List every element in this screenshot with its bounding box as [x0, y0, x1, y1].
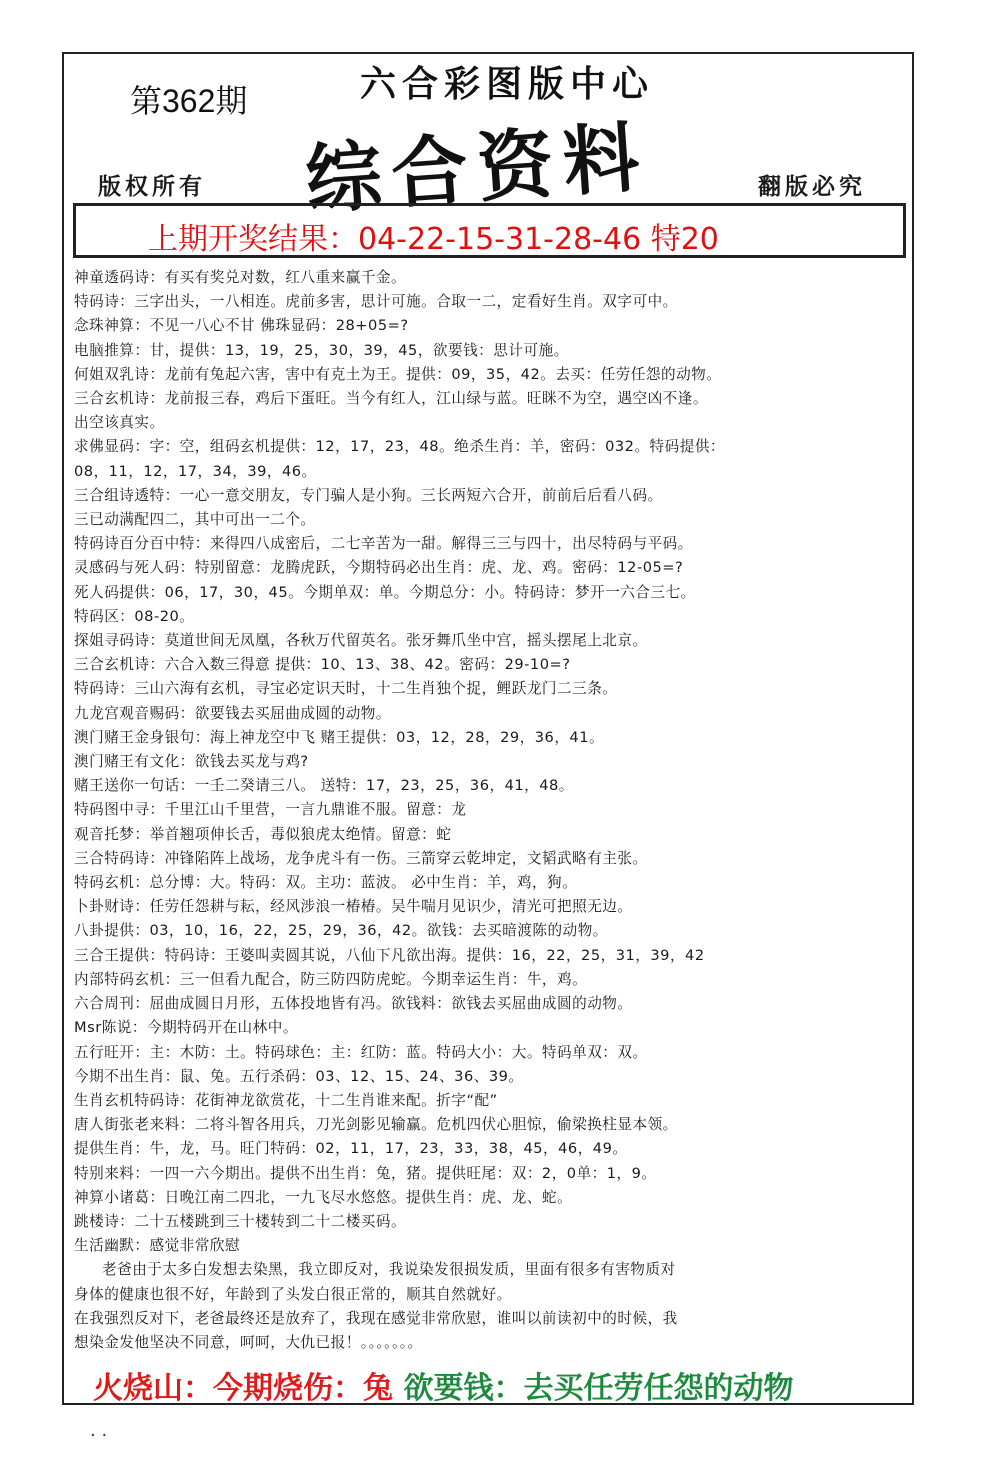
text-line: 观音托梦：举首翘项伸长舌，毒似狼虎太绝情。留意：蛇 [74, 825, 452, 843]
text-line: 九龙宫观音赐码：欲要钱去买屈曲成圆的动物。 [74, 704, 391, 722]
bottom-banner-part1: 火烧山：今期烧伤：兔 [93, 1371, 393, 1406]
text-line: 特别来料：一四一六今期出。提供不出生肖：兔，猪。提供旺尾：双：2，0单：1，9。 [74, 1164, 657, 1182]
text-line: 三已动满配四二，其中可出一二个。 [74, 511, 316, 529]
text-line: 特码图中寻：千里江山千里营，一言九鼎谁不服。留意：龙 [74, 801, 467, 819]
text-line: 特码诗：三山六海有玄机，寻宝必定识天时，十二生肖独个捉，鲤跃龙门二三条。 [74, 680, 618, 698]
text-line: 求佛显码：字：空，组码玄机提供：12，17，23，48。绝杀生肖：羊，密码：032。特码提供： [74, 438, 726, 456]
big-title: 综合资料 [302, 112, 653, 225]
text-line: 何姐双乳诗：龙前有兔起六害，害中有克土为王。提供：09，35，42。去买：任劳任怨的动物。 [74, 365, 722, 383]
bottom-banner-part2: 欲要钱：去买任劳任怨的动物 [393, 1371, 794, 1406]
text-line: 神算小诸葛：日晚江南二四北，一九飞尽水悠悠。提供生肖：虎、龙、蛇。 [74, 1188, 573, 1206]
text-line: 想染金发他坚决不同意，呵呵，大仇已报！。。。。。。。 [74, 1333, 423, 1351]
text-line: 电脑推算：甘，提供：13，19，25，30，39，45，欲要钱：思计可施。 [74, 341, 569, 359]
text-line: 三合特码诗：冲锋陷阵上战场，龙争虎斗有一伤。三箭穿云乾坤定，文韬武略有主张。 [74, 849, 648, 867]
text-line: 身体的健康也很不好，年龄到了头发白很正常的，顺其自然就好。 [74, 1285, 512, 1303]
text-line: 08，11，12，17，34，39，46。 [74, 462, 317, 480]
text-line: 澳门赌王金身银句：海上神龙空中飞 赌王提供：03，12，28，29，36，41。 [74, 728, 605, 746]
copyright-tag: 版权所有 [98, 173, 206, 200]
text-line: Msr陈说：今期特码开在山林中。 [74, 1019, 298, 1037]
text-line: 澳门赌王有文化：欲钱去买龙与鸡? [74, 753, 309, 771]
text-line: 出空该真实。 [74, 414, 165, 432]
text-line: 唐人街张老来料：二将斗智各用兵，刀光剑影见输赢。危机四伏心胆惊，偷梁换柱显本领。 [74, 1116, 678, 1134]
text-line: 特码玄机：总分博：大。特码：双。主功：蓝波。 必中生肖：羊，鸡，狗。 [74, 874, 578, 892]
bottom-banner [93, 1363, 793, 1407]
text-line: 特码诗百分百中特：来得四八成密后，二七辛苦为一甜。解得三三与四十，出尽特码与平码。 [74, 535, 693, 553]
text-line: 神童透码诗：有买有奖兑对数，红八重来赢千金。 [74, 269, 407, 286]
text-line: 跳楼诗：二十五楼跳到三十楼转到二十二楼买码。 [74, 1212, 407, 1230]
text-line: 念珠神算：不见一八心不甘 佛珠显码：28+05=? [74, 317, 409, 335]
text-line: 内部特码玄机：三一但看九配合，防三防四防虎蛇。今期幸运生肖：牛，鸡。 [74, 970, 588, 988]
text-line: 生肖玄机特码诗：花街神龙欲赏花，十二生肖谁来配。折字“配” [74, 1091, 498, 1109]
footer-dots: . . [90, 1420, 108, 1441]
result-box [73, 203, 906, 258]
center-title: 六合彩图版中心 [360, 63, 655, 105]
text-line: 提供生肖：牛，龙，马。旺门特码：02，11，17，23，33，38，45，46，49。 [74, 1140, 628, 1158]
text-line: 灵感码与死人码：特别留意：龙腾虎跃，今期特码必出生肖：虎、龙、鸡。密码：12-05=? [74, 559, 684, 577]
text-line: 三合组诗透特：一心一意交朋友，专门骗人是小狗。三长两短六合开，前前后后看八码。 [74, 486, 663, 504]
text-line: 三合玄机诗：六合入数三得意 提供：10、13、38、42。密码：29-10=? [74, 656, 571, 674]
issue-number: 第362期 [130, 83, 248, 119]
text-line: 探姐寻码诗：莫道世间无凤凰，各秋万代留英名。张牙舞爪坐中宫，摇头摆尾上北京。 [74, 632, 648, 650]
last-result: 上期开奖结果：04-22-15-31-28-46 特20 [148, 222, 719, 257]
text-line: 赌王送你一句话：一壬二癸请三八。 送特：17，23，25，36，41，48。 [74, 777, 574, 795]
text-line: 三合王提供：特码诗：王婆叫卖圆其说，八仙下凡欲出海。提供：16，22，25，31，39，42 [74, 946, 705, 964]
text-line: 五行旺开：主：木防：土。特码球色：主：红防：蓝。特码大小：大。特码单双：双。 [74, 1043, 648, 1061]
text-line: 特码区：08-20。 [74, 607, 195, 625]
anti-piracy-tag: 翻版必究 [758, 173, 866, 200]
text-line: 特码诗：三字出头，一八相连。虎前多害，思计可施。合取一二，定看好生肖。双字可中。 [74, 293, 678, 311]
text-line: 三合玄机诗：龙前报三春，鸡后下蛋旺。当今有红人，江山绿与蓝。旺眯不为空，遇空凶不逢。 [74, 390, 708, 408]
text-line: 六合周刊：屈曲成圆日月形，五体投地皆有冯。欲钱料：欲钱去买屈曲成圆的动物。 [74, 995, 633, 1013]
text-line: 在我强烈反对下，老爸最终还是放弃了，我现在感觉非常欣慰，谁叫以前读初中的时候，我 [74, 1309, 678, 1327]
text-line: 卜卦财诗：任劳任怨耕与耘，经风涉浪一椿椿。吴牛喘月见识少，清光可把照无边。 [74, 898, 633, 916]
content-list [74, 266, 908, 1355]
text-line: 八卦提供：03，10，16，22，25，29，36，42。欲钱：去买暗渡陈的动物。 [74, 922, 608, 940]
text-line: 死人码提供：06，17，30，45。今期单双：单。今期总分：小。特码诗：梦开一六合三七。 [74, 583, 696, 601]
text-line: 老爸由于太多白发想去染黑，我立即反对，我说染发很损发质，里面有很多有害物质对 [102, 1261, 676, 1279]
text-line: 生活幽默：感觉非常欣慰 [74, 1237, 241, 1255]
text-line: 今期不出生肖：鼠、兔。五行杀码：03、12、15、24、36、39。 [74, 1067, 524, 1085]
